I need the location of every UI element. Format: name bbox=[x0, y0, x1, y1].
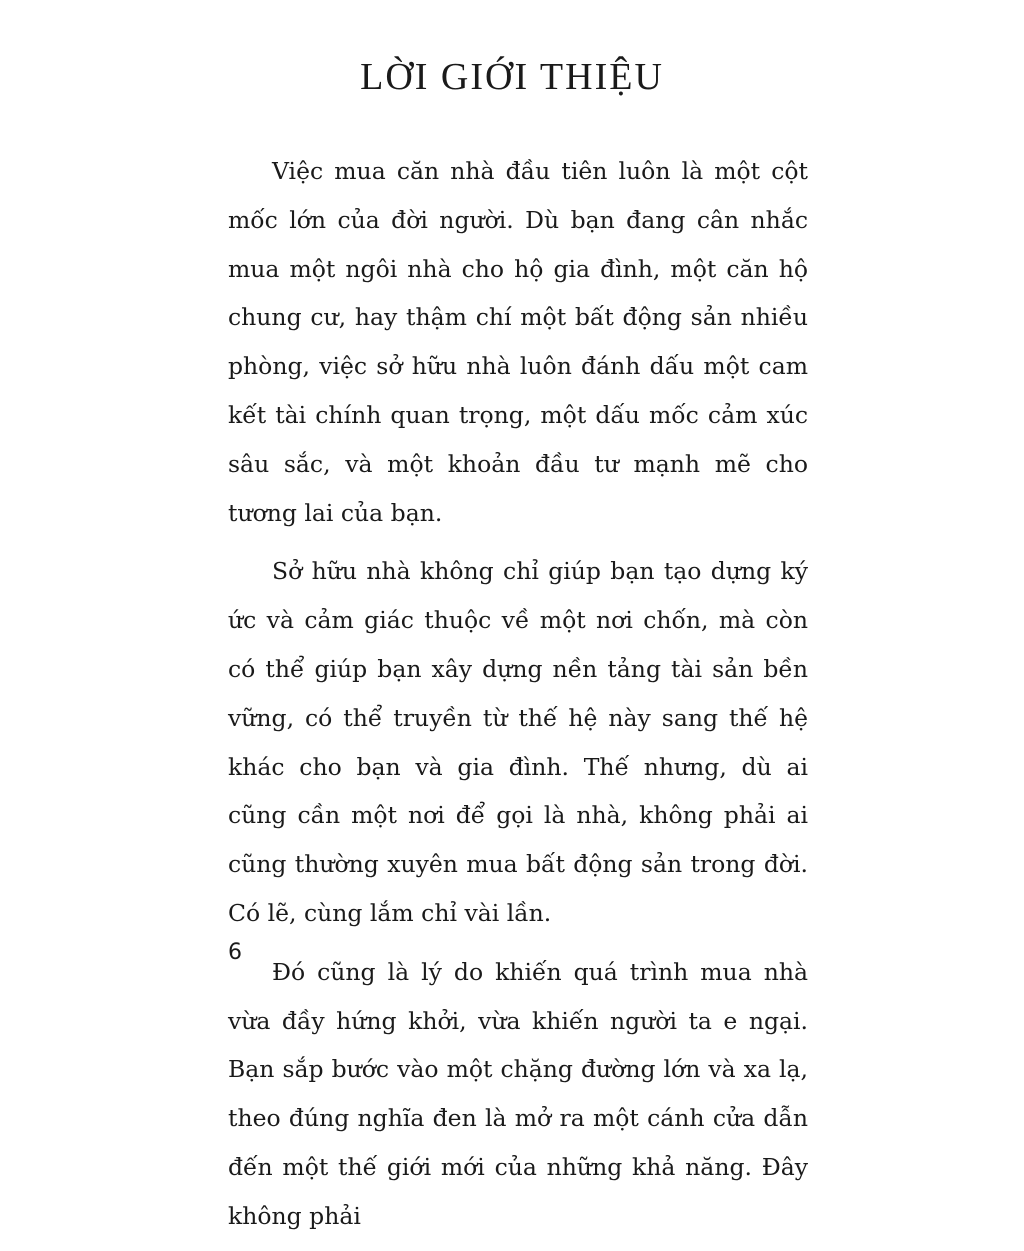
paragraph-1: Việc mua căn nhà đầu tiên luôn là một cột mốc lớn của đời người. Dù bạn đang cân nhắc mua một ngôi nhà cho hộ gia đình, một căn hộ chung cư, hay thậm chí một bất động sản nhiều phòng, việc sở hữu nhà luôn đánh dấu một cam kết tài chính quan trọng, một dấu mốc cảm xúc sâu sắc, và một khoản đầu tư mạnh mẽ cho tương lai của bạn. bbox=[228, 157, 808, 527]
paragraph-3: Đó cũng là lý do khiến quá trình mua nhà vừa đầy hứng khởi, vừa khiến người ta e ngại. Bạn sắp bước vào một chặng đường lớn và xa lạ, theo đúng nghĩa đen là mở ra một cánh cửa dẫn đến một thế giới mới của những khả năng. Đây không phải bbox=[228, 957, 808, 1230]
paragraph-2: Sở hữu nhà không chỉ giúp bạn tạo dựng ký ức và cảm giác thuộc về một nơi chốn, mà còn có thể giúp bạn xây dựng nền tảng tài sản bền vững, có thể truyền từ thế hệ này sang thế hệ khác cho bạn và gia đình. Thế nhưng, dù ai cũng cần một nơi để gọi là nhà, không phải ai cũng thường xuyên mua bất động sản trong đời. Có lẽ, cùng lắm chỉ vài lần. bbox=[228, 557, 808, 927]
body-text bbox=[228, 147, 808, 1251]
page-title: LỜI GIỚI THIỆU bbox=[360, 56, 664, 98]
page-number: 6 bbox=[228, 940, 242, 965]
